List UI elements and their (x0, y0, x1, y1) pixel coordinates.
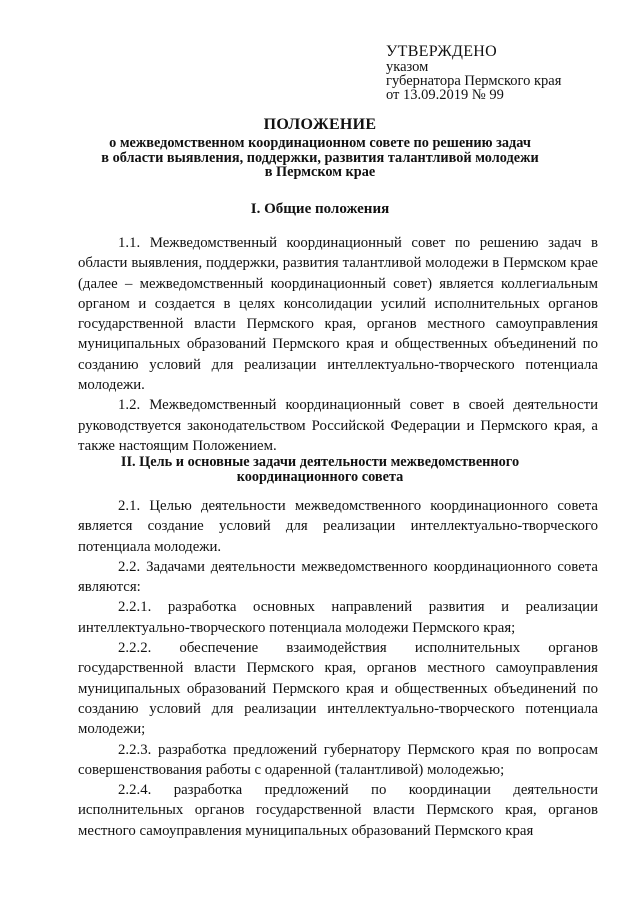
paragraph: 2.1. Целью деятельности межведомственного координационного совета является создание условий для реализации интеллектуально-творческого потенциала молодежи. (78, 498, 598, 555)
paragraph: 2.2.1. разработка основных направлений развития и реализации интеллектуально-творческого потенциала молодежи Пермского края; (78, 599, 598, 636)
paragraph: 1.2. Межведомственный координационный совет в своей деятельности руководствуется законодательством Российской Федерации и Пермского края, а также настоящим Положением. (78, 397, 598, 454)
subtitle-line: в Пермском крае (264, 164, 376, 180)
subtitle-line: о межведомственном координационном совете по решению задач (109, 135, 531, 151)
paragraph: 2.2.2. обеспечение взаимодействия исполнительных органов государственной власти Пермского края, органов местного самоуправления муниципальных образований Пермского края и общественных объединений по созданию условий для реализации интеллектуально-творческого потенциала молодежи; (78, 640, 598, 738)
approval-title: УТВЕРЖДЕНО (386, 43, 498, 60)
paragraph: 2.2. Задачами деятельности межведомственного координационного совета являются: (78, 558, 598, 596)
approval-date-line: от 13.09.2019 № 99 (386, 87, 504, 103)
paragraph: 1.1. Межведомственный координационный совет по решению задач в области выявления, поддержки, развития талантливой молодежи в Пермском крае (далее – межведомственный координационный совет) является коллегиальным органом и создается в целях консолидации усилий исполнительных органов государственной власти Пермского края, органов местного самоуправления муниципальных образований Пермского края и общественных объединений по созданию условий для реализации интеллектуально-творческого потенциала молодежи. (78, 235, 598, 394)
section-body (78, 496, 598, 841)
section-body (78, 233, 598, 456)
subtitle-line: в области выявления, поддержки, развития талантливой молодежи (101, 149, 539, 166)
document-title: ПОЛОЖЕНИЕ (263, 116, 377, 133)
section-heading-line: II. Цель и основные задачи деятельности межведомственного (120, 454, 520, 470)
paragraph: 2.2.3. разработка предложений губернатору Пермского края по вопросам совершенствования работы с одаренной (талантливой) молодежью; (78, 741, 598, 778)
document-subtitle (0, 136, 640, 180)
approval-line: указом (386, 59, 429, 75)
section-heading: I. Общие положения (250, 201, 390, 217)
section-heading-line: координационного совета (236, 468, 404, 485)
approval-stamp (386, 44, 561, 102)
paragraph: 2.2.4. разработка предложений по координации деятельности исполнительных органов государственной власти Пермского края, органов местного самоуправления муниципальных образований Пермского края (78, 782, 598, 839)
section-heading (0, 455, 640, 484)
approval-line: губернатора Пермского края (386, 73, 562, 89)
